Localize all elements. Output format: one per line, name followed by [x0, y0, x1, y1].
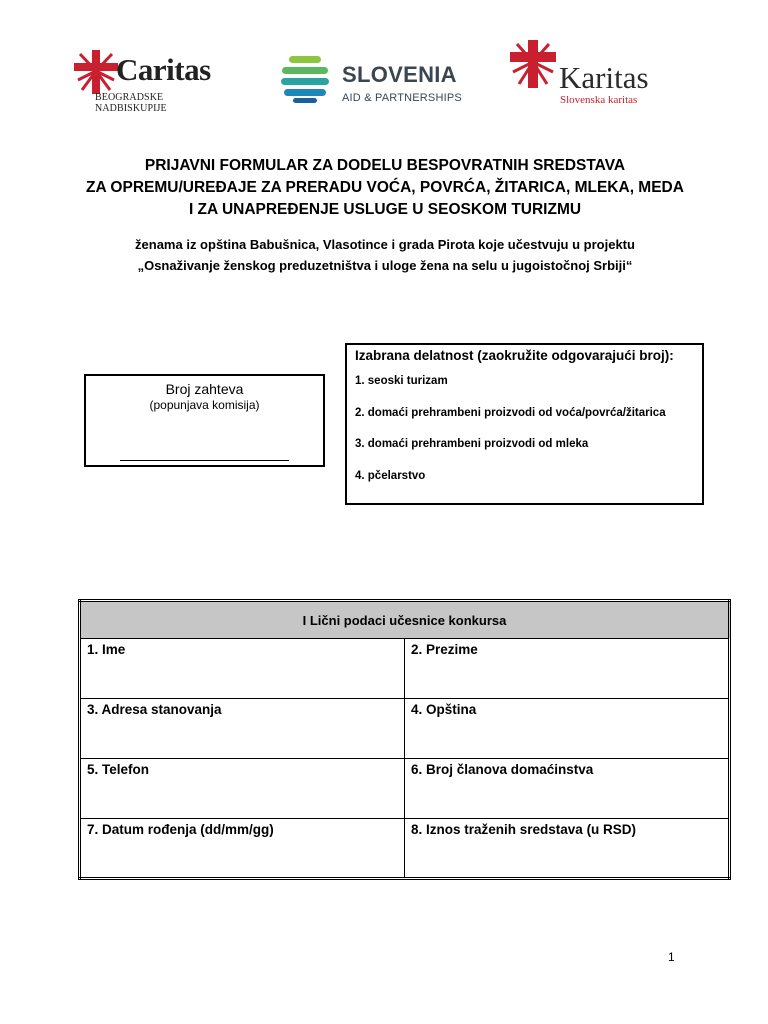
request-number-note: (popunjava komisija) — [149, 398, 260, 412]
request-number-box — [84, 374, 325, 467]
activity-option-2[interactable]: 2. domaći prehrambeni proizvodi od voća/povrća/žitarica — [355, 406, 666, 419]
karitas-logo-sub: Slovenska karitas — [560, 94, 638, 106]
personal-data-section-title: I Lični podaci učesnice konkursa — [80, 601, 730, 639]
form-subtitle-line-2: „Osnaživanje ženskog preduzetništva i uloge žena na selu u jugoistočnoj Srbiji“ — [137, 258, 633, 273]
field-birth-date[interactable]: 7. Datum rođenja (dd/mm/gg) — [80, 819, 405, 879]
slovenia-logo-word: SLOVENIA — [342, 62, 457, 87]
form-subtitle-line-1: ženama iz opština Babušnica, Vlasotince i grada Pirota koje učestvuju u projektu — [135, 237, 635, 252]
field-phone[interactable]: 5. Telefon — [80, 759, 405, 819]
caritas-logo-sub: BEOGRADSKE NADBISKUPIJE — [95, 92, 167, 114]
form-title — [40, 155, 730, 221]
karitas-logo-word: Karitas — [559, 60, 649, 95]
caritas-logo — [72, 42, 232, 114]
form-subtitle — [40, 234, 730, 276]
field-household-members[interactable]: 6. Broj članova domaćinstva — [405, 759, 730, 819]
request-number-fill-line[interactable] — [120, 460, 289, 461]
field-last-name[interactable]: 2. Prezime — [405, 639, 730, 699]
form-title-line-2: ZA OPREMU/UREĐAJE ZA PRERADU VOĆA, POVRĆA, ŽITARICA, MLEKA, MEDA — [86, 179, 684, 196]
field-first-name[interactable]: 1. Ime — [80, 639, 405, 699]
activity-selection-heading: Izabrana delatnost (zaokružite odgovarajući broj): — [355, 348, 674, 363]
slovenia-logo — [277, 52, 467, 108]
field-requested-amount[interactable]: 8. Iznos traženih sredstava (u RSD) — [405, 819, 730, 879]
field-municipality[interactable]: 4. Opština — [405, 699, 730, 759]
request-number-heading: Broj zahteva — [165, 381, 244, 397]
field-address[interactable]: 3. Adresa stanovanja — [80, 699, 405, 759]
page-number: 1 — [668, 950, 675, 964]
karitas-logo — [508, 34, 678, 112]
slovenia-logo-sub: AID & PARTNERSHIPS — [342, 92, 462, 104]
personal-data-table — [78, 599, 731, 880]
activity-option-3[interactable]: 3. domaći prehrambeni proizvodi od mleka — [355, 438, 589, 450]
activity-selection-box — [345, 343, 704, 505]
caritas-cross-icon — [74, 50, 118, 94]
activity-option-4[interactable]: 4. pčelarstvo — [355, 469, 426, 482]
slovenia-globe-icon — [279, 52, 331, 104]
form-title-line-3: I ZA UNAPREĐENJE USLUGE U SEOSKOM TURIZMU — [188, 201, 582, 218]
caritas-logo-word: Caritas — [116, 52, 211, 87]
karitas-cross-icon — [510, 40, 556, 88]
form-title-line-1: PRIJAVNI FORMULAR ZA DODELU BESPOVRATNIH SREDSTAVA — [144, 157, 626, 174]
activity-option-1[interactable]: 1. seoski turizam — [355, 375, 448, 387]
